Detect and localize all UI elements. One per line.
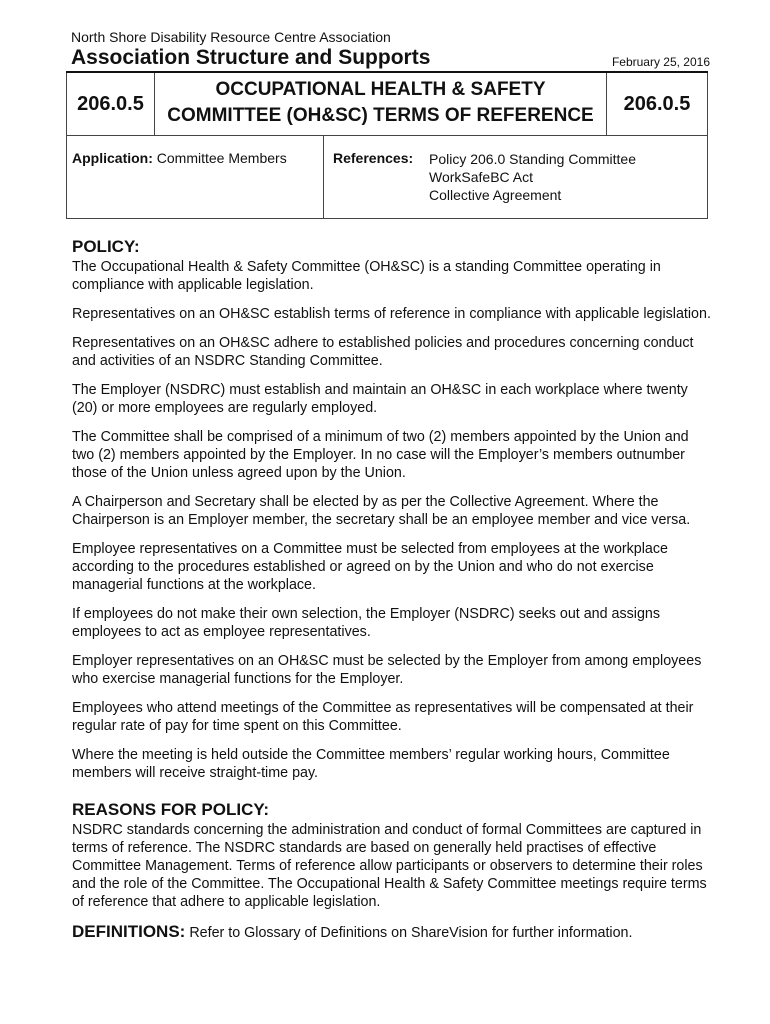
application-value: Committee Members — [156, 150, 287, 166]
title-box — [66, 73, 708, 136]
policy-paragraph: Employees who attend meetings of the Committee as representatives will be compensated at their regular rate of pay for time spent on this Committee. — [72, 700, 694, 734]
policy-paragraph: The Employer (NSDRC) must establish and maintain an OH&SC in each workplace where twenty (20) or more employees are regularly employed. — [72, 382, 688, 416]
application-label: Application: — [72, 150, 153, 166]
policy-heading: POLICY: — [72, 237, 140, 256]
references-list — [429, 150, 636, 204]
policy-paragraph: Employee representatives on a Committee must be selected from employees at the workplace according to the procedures established or agreed on by the Union and who do not exercise managerial functions at the workplace. — [72, 541, 668, 593]
title-line-1: OCCUPATIONAL HEALTH & SAFETY — [215, 79, 546, 100]
reference-item: WorkSafeBC Act — [429, 169, 534, 185]
policy-number-right: 206.0.5 — [606, 73, 707, 135]
policy-number-left: 206.0.5 — [67, 73, 155, 135]
definitions-text: Refer to Glossary of Definitions on ShareVision for further information. — [189, 925, 633, 941]
policy-paragraph: Employer representatives on an OH&SC must be selected by the Employer from among employees who exercise managerial functions for the Employer. — [72, 653, 702, 687]
reasons-heading: REASONS FOR POLICY: — [72, 800, 270, 819]
policy-paragraph: Representatives on an OH&SC adhere to established policies and procedures concerning conduct and activities of an NSDRC Standing Committee. — [72, 335, 694, 369]
policy-paragraph: Representatives on an OH&SC establish terms of reference in compliance with applicable legislation. — [72, 306, 711, 322]
reference-item: Collective Agreement — [429, 187, 562, 203]
references-label: References: — [333, 150, 414, 166]
policy-paragraph: Where the meeting is held outside the Committee members’ regular working hours, Committee members will receive straight-time pay. — [72, 747, 670, 781]
policy-paragraph: The Occupational Health & Safety Committee (OH&SC) is a standing Committee operating in compliance with applicable legislation. — [72, 259, 661, 293]
document-date: February 25, 2016 — [611, 55, 710, 69]
policy-paragraph: A Chairperson and Secretary shall be elected by as per the Collective Agreement. Where the Chairperson is an Employer member, the secretary shall be an employee member and vice versa. — [72, 494, 691, 528]
title-line-2: COMMITTEE (OH&SC) TERMS OF REFERENCE — [167, 105, 594, 126]
definitions-line — [72, 923, 712, 942]
policy-content — [72, 236, 712, 942]
document-title — [154, 77, 607, 129]
application-cell — [67, 136, 324, 218]
organization-name: North Shore Disability Resource Centre Association — [71, 29, 391, 45]
definitions-heading: DEFINITIONS: — [72, 922, 186, 941]
info-box — [66, 136, 708, 219]
reference-item: Policy 206.0 Standing Committee — [429, 151, 636, 167]
reasons-paragraph: NSDRC standards concerning the administration and conduct of formal Committees are captured in terms of reference. The NSDRC standards are based on generally held practises of effective Committee Management. Terms of reference allow participants or observers to determine their roles and the role of the Committee. The Occupational Health & Safety Committee meetings require terms of reference that adhere to applicable legislation. — [72, 822, 707, 910]
policy-paragraph: If employees do not make their own selection, the Employer (NSDRC) seeks out and assigns employees to act as employee representatives. — [72, 606, 661, 640]
section-title: Association Structure and Supports — [71, 46, 431, 69]
policy-paragraph: The Committee shall be comprised of a minimum of two (2) members appointed by the Union and two (2) members appointed by the Employer. In no case will the Employer’s members outnumber those of the Union unless agreed upon by the Union. — [72, 429, 689, 481]
